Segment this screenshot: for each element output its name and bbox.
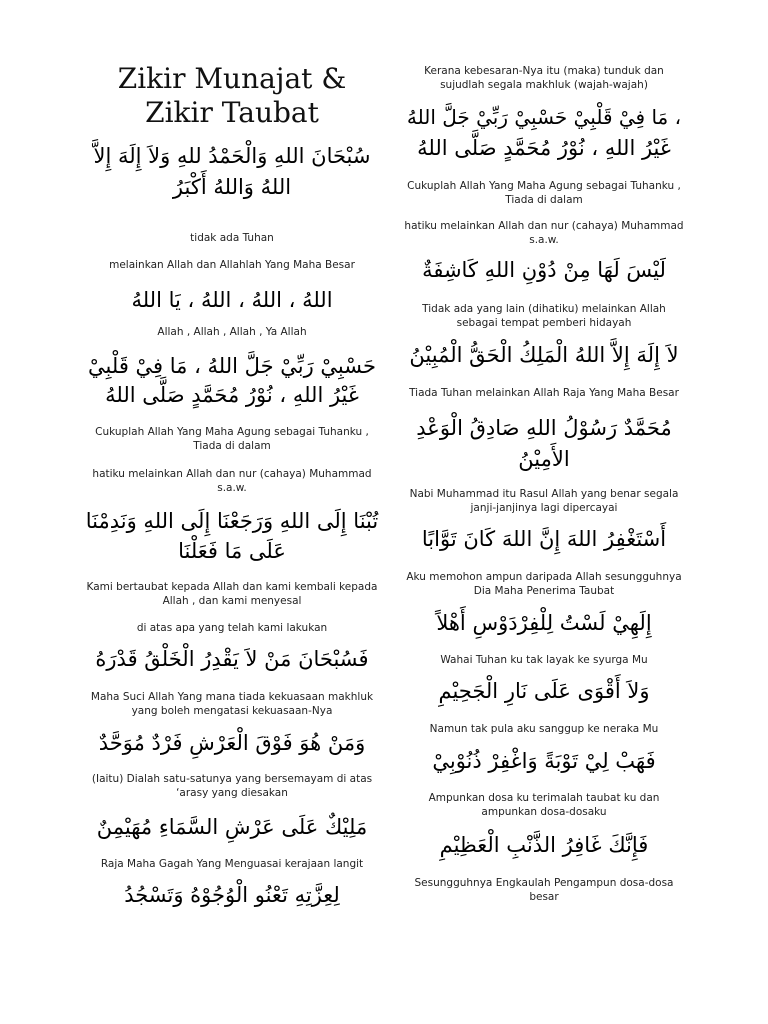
- translation-text: Maha Suci Allah Yang mana tiada kekuasaan makhluk yang boleh mengatasi kekuasaan-Nya: [90, 691, 374, 717]
- arabic-verse: لِعِزَّتِهِ تَعْنُو الْوُجُوْهُ وَتَسْجُدُ: [124, 883, 340, 907]
- arabic-verse: وَمَنْ هُوَ فَوْقَ الْعَرْشِ فَرْدٌ مُوَحَّدٌ: [98, 731, 366, 755]
- arabic-verse: أَسْتَغْفِرُ اللهَ إِنَّ اللهَ كَانَ تَوَّابًا: [421, 527, 667, 551]
- translation-text: Aku memohon ampun daripada Allah sesungguhnya Dia Maha Penerima Taubat: [406, 571, 682, 597]
- translation-text: di atas apa yang telah kami lakukan: [136, 622, 328, 634]
- translation-text: melainkan Allah dan Allahlah Yang Maha Besar: [109, 259, 355, 271]
- arabic-verse: فَسُبْحَانَ مَنْ لاَ يَقْدِرُ الْخَلْقُ قَدْرَهُ: [95, 647, 369, 671]
- translation-text: Tiada Tuhan melainkan Allah Raja Yang Maha Besar: [409, 387, 679, 399]
- translation-text: Tidak ada yang lain (dihatiku) melainkan Allah sebagai tempat pemberi hidayah: [422, 303, 666, 329]
- translation-text: Kerana kebesaran-Nya itu (maka) tunduk dan sujudlah segala makhluk (wajah-wajah): [424, 65, 664, 91]
- arabic-verse: فَهَبْ لِيْ تَوْبَةً وَاغْفِرْ ذُنُوْبِيْ: [432, 749, 656, 773]
- translation-text: Ampunkan dosa ku terimalah taubat ku dan ampunkan dosa-dosaku: [428, 792, 660, 818]
- arabic-verse: غَيْرُ اللهِ ، نُوْرُ مُحَمَّدٍ صَلَّى اللهُ: [417, 136, 671, 160]
- translation-text: Cukuplah Allah Yang Maha Agung sebagai Tuhanku , Tiada di dalam: [95, 426, 369, 452]
- translation-text: Wahai Tuhan ku tak layak ke syurga Mu: [440, 654, 648, 666]
- arabic-verse: سُبْحَانَ اللهِ وَالْحَمْدُ للهِ وَلاَ إِلَهَ إِلاَّ: [93, 144, 371, 168]
- arabic-verse: تُبْنَا إِلَى اللهِ وَرَجَعْنَا إِلَى اللهِ وَنَدِمْنَا: [85, 509, 379, 533]
- arabic-verse: غَيْرُ اللهِ ، نُوْرُ مُحَمَّدٍ صَلَّى اللهُ: [105, 383, 359, 407]
- arabic-verse: عَلَى مَا فَعَلْنَا: [178, 539, 286, 563]
- arabic-verse: فَإِنَّكَ غَافِرُ الذَّنْبِ الْعَظِيْمِ: [439, 833, 649, 857]
- translation-text: tidak ada Tuhan: [190, 232, 274, 244]
- arabic-verse: حَسْبِيْ رَبِّيْ جَلَّ اللهُ ، مَا فِيْ قَلْبِيْ: [88, 354, 376, 378]
- document-title: Zikir Munajat & Zikir Taubat: [117, 62, 347, 129]
- arabic-verse: مَلِيْكٌ عَلَى عَرْشِ السَّمَاءِ مُهَيْمِنٌ: [96, 815, 368, 839]
- arabic-verse: لَيْسَ لَهَا مِنْ دُوْنِ اللهِ كَاشِفَةٌ: [422, 258, 666, 282]
- arabic-verse: ، مَا فِيْ قَلْبِيْ حَسْبِيْ رَبِّيْ جَلَّ اللهُ: [406, 105, 682, 129]
- translation-text: Raja Maha Gagah Yang Menguasai kerajaan langit: [100, 858, 364, 870]
- translation-text: Kami bertaubat kepada Allah dan kami kembali kepada Allah , dan kami menyesal: [86, 581, 378, 607]
- translation-text: hatiku melainkan Allah dan nur (cahaya) Muhammad s.a.w.: [92, 468, 372, 494]
- translation-text: Namun tak pula aku sanggup ke neraka Mu: [429, 723, 659, 735]
- translation-text: Nabi Muhammad itu Rasul Allah yang benar segala janji-janjinya lagi dipercayai: [409, 488, 679, 514]
- arabic-verse: اللهُ ، اللهُ ، اللهُ ، يَا اللهُ: [131, 288, 333, 312]
- translation-text: Cukuplah Allah Yang Maha Agung sebagai Tuhanku , Tiada di dalam: [407, 180, 681, 206]
- arabic-verse: الأَمِيْنُ: [518, 447, 570, 471]
- arabic-verse: وَلاَ أَقْوَى عَلَى نَارِ الْجَحِيْمِ: [438, 679, 650, 703]
- arabic-verse: مُحَمَّدٌ رَسُوْلُ اللهِ صَادِقُ الْوَعْدِ: [416, 416, 672, 440]
- translation-text: (Iaitu) Dialah satu-satunya yang bersemayam di atas ‘arasy yang diesakan: [91, 773, 373, 799]
- arabic-verse: اللهُ وَاللهُ أَكْبَرُ: [172, 175, 292, 199]
- translation-text: Allah , Allah , Allah , Ya Allah: [157, 326, 307, 338]
- translation-text: Sesungguhnya Engkaulah Pengampun dosa-dosa besar: [414, 877, 674, 903]
- translation-text: hatiku melainkan Allah dan nur (cahaya) Muhammad s.a.w.: [404, 220, 684, 246]
- arabic-verse: إِلَهِيْ لَسْتُ لِلْفِرْدَوْسِ أَهْلاً: [436, 611, 652, 635]
- arabic-verse: لاَ إِلَهَ إِلاَّ اللهُ الْمَلِكُ الْحَقُّ الْمُبِيْنُ: [409, 343, 679, 367]
